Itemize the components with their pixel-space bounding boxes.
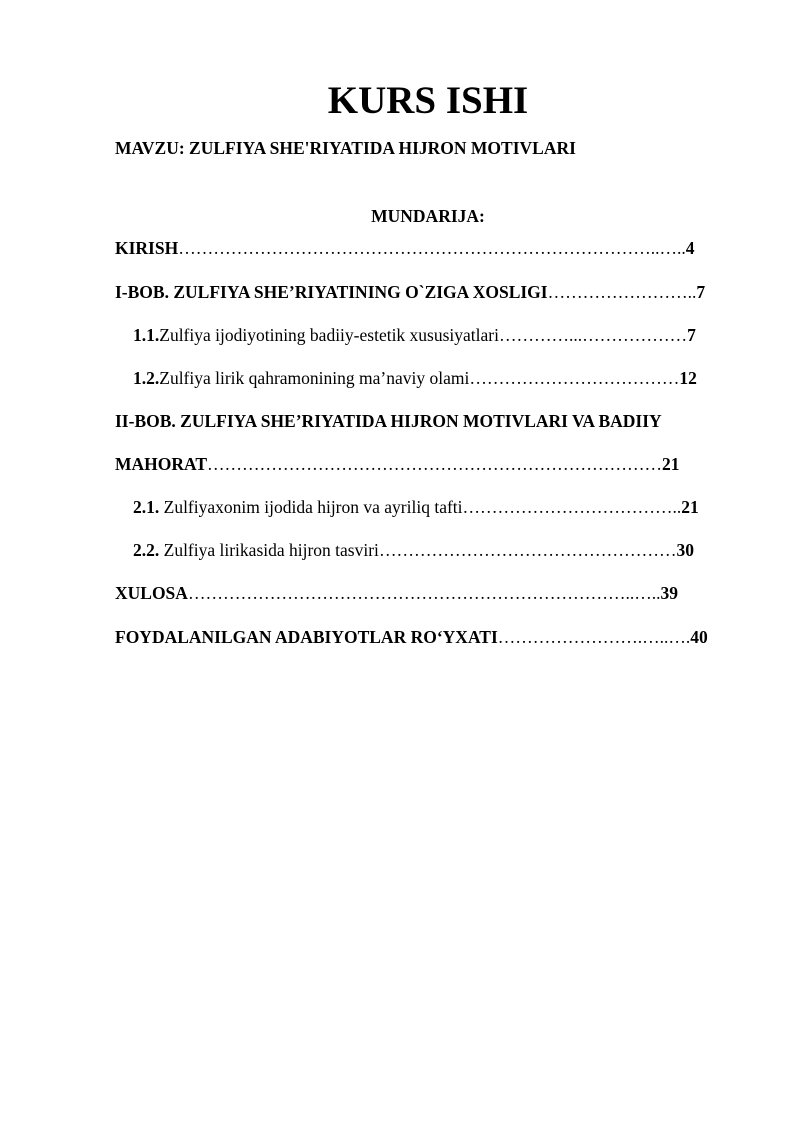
document-title: KURS ISHI — [327, 79, 529, 122]
toc-entry-page: 12 — [679, 368, 697, 388]
toc-entry-page: 7 — [687, 325, 696, 345]
toc-entry-number: 2.2. — [133, 540, 160, 560]
toc-entry-section-1-1 — [133, 324, 743, 346]
toc-entry-leader: ……………………………… — [469, 368, 680, 388]
toc-entry-number: 2.1. — [133, 497, 160, 517]
toc-heading: MUNDARIJA: — [371, 206, 485, 226]
toc-entry-leader: ………………………………………………………………………..….. — [178, 238, 686, 258]
toc-entry-leader: …………………………………………………………………… — [207, 454, 663, 474]
toc-entry-section-1-2 — [133, 367, 743, 389]
toc-entry-page: 4 — [685, 238, 695, 258]
toc-entry-label: FOYDALANILGAN ADABIYOTLAR RO‘YXATI — [115, 627, 498, 647]
toc-entry-label: I-BOB. ZULFIYA SHE’RIYATINING O`ZIGA XOSLIGI — [115, 282, 548, 302]
toc-entry-number: 1.2. — [133, 368, 160, 388]
toc-entry-label: XULOSA — [115, 583, 188, 603]
toc-entry-page: 39 — [660, 583, 678, 603]
toc-entry-leader: …………………….. — [547, 282, 697, 302]
toc-entry-references — [115, 626, 745, 648]
toc-entry-section-2-2 — [133, 539, 745, 561]
toc-entry-label: II-BOB. ZULFIYA SHE’RIYATIDA HIJRON MOTIVLARI VA BADIIY — [115, 411, 662, 431]
toc-entry-page: 30 — [676, 540, 694, 560]
toc-entry-kirish — [115, 237, 745, 259]
toc-entry-label: Zulfiya ijodiyotining badiiy-estetik xususiyatlari — [159, 325, 499, 345]
toc-entry-page: 40 — [690, 627, 708, 647]
toc-entry-label: MAHORAT — [115, 454, 208, 474]
toc-entry-leader: …………………………………………… — [378, 540, 677, 560]
toc-entry-page: 21 — [662, 454, 680, 474]
toc-entry-leader: …………...……………… — [499, 325, 688, 345]
document-subject: MAVZU: ZULFIYA SHE'RIYATIDA HIJRON MOTIVLARI — [115, 138, 576, 158]
toc-entry-label: KIRISH — [115, 238, 179, 258]
toc-entry-leader: ……………………………….. — [462, 497, 682, 517]
toc-entry-label: Zulfiyaxonim ijodida hijron va ayriliq tafti — [159, 497, 463, 517]
toc-entry-chapter-2 — [115, 410, 745, 432]
toc-entry-leader: …………………………………………………………………..….. — [187, 583, 661, 603]
toc-entry-label: Zulfiya lirikasida hijron tasviri — [159, 540, 379, 560]
toc-entry-chapter-2-cont — [115, 453, 745, 475]
toc-entry-section-2-1 — [133, 496, 745, 518]
toc-entry-page: 21 — [681, 497, 699, 517]
toc-entry-chapter-1 — [115, 281, 745, 303]
toc-entry-leader: …………………….…..…. — [497, 627, 691, 647]
toc-entry-xulosa — [115, 582, 745, 604]
toc-entry-number: 1.1. — [133, 325, 160, 345]
toc-entry-page: 7 — [696, 282, 706, 302]
toc-entry-label: Zulfiya lirik qahramonining ma’naviy olami — [159, 368, 470, 388]
